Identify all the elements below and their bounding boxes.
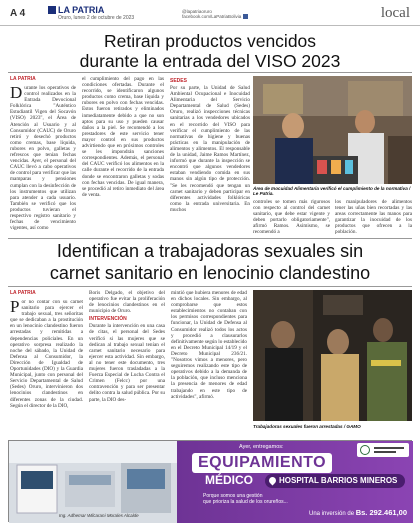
inspection-photo: [253, 76, 412, 184]
article2-photo-caption: Trabajadoras sexuales fueron arrestadas / GAMO: [253, 424, 361, 429]
article1-col5: los manipuladores de alimentos tener las uñas bien recortadas y las areas correctamente las manos para garantizar la inocuidad de los productos que ofrecen a la población.: [335, 199, 412, 236]
facebook-link: facebook.com/LaPatriaBolivia: [182, 14, 242, 19]
divider: [8, 238, 412, 239]
ad-title: EQUIPAMIENTO: [192, 453, 332, 473]
social-links: [182, 9, 248, 19]
article1-photo-caption: Área de Inocuidad Alimentaria verificó el cumplimiento de la normativa / Le Patria.: [253, 186, 411, 197]
page-number: A 4: [10, 8, 26, 19]
article2-col2: Boris Delgado, el objetivo del operativo fue evitar la proliferación de lenocinios clandestinos en el municipio de Oruro. INTERVENCIÓN Durante la intervención en una casa de citas, el personal del Sedes verificó si las mujeres que se dedican al trabajo sexual tenían el carnet sanitario necesario para ejercer esta actividad. Sin embargo, al no tener este documento, tres mujeres fueron trasladadas a la Fuerza Especial de Lucha Contra el Crimen (Felcc) por una contravención y para ser presentar delito contra la salud pública. Por su parte, la DIO des-: [89, 290, 165, 403]
ad-lead: Ayer, entregamos:: [239, 444, 284, 450]
page-header: [0, 0, 420, 26]
article1-subhead: SEDES: [170, 78, 187, 84]
divider: [8, 72, 412, 73]
article2-photo: [253, 290, 412, 421]
newspaper-logo: LA PATRIA: [48, 5, 104, 15]
ad-tagline-2: que prioriza la salud de los orureños...: [203, 499, 288, 505]
divider: [8, 286, 412, 287]
article1-photo: [253, 76, 412, 184]
article2-col1: LA PATRIA P or no contar con su carnet sanitario para ejercer el trabajo sexual, tres señoritas que se dedicaban a la prostitución en un lenocinio clandestino fueron arrestadas y remitidas a dependencias policiales. En un operativo sorpresa realizado la noche del sábado, la Unidad de Defensa al Consumidor, la Dirección de Igualdad de Oportunidades (DIO) y la Guardia Municipal, junto con personal del Servicio Departamental de Salud (Sedes) Oruro, intervinieron dos lenocinios clandestinos en diferentes zonas de la ciudad. Según el director de la DIO,: [10, 290, 83, 409]
facebook-icon: [243, 14, 248, 19]
twitter-handle: @lapatriaoruro: [182, 9, 212, 14]
municipal-logo: [357, 443, 409, 457]
article2-col3: mintió que hubiera menores de edad en dichos locales. Sin embargo, al comprobarse que estos establecimientos no contaban con los permisos correspondientes para funcionar, la Unidad de Defensa al Consumidor realizó todos los actos y procedió a clausurarlos definitivamente según lo establecido en el Decreto Municipal 14/19 y el Decreto Municipal 236/21. "Nosotros vimos a menores, pero seguiremos realizando este tipo de operativos debido a la demanda de la población, que incluso menciona la presencia de menores de edad trabajando en este tipo de actividades", afirmó.: [171, 290, 247, 400]
issue-date: Oruro, lunes 2 de octubre de 2023: [58, 15, 135, 21]
article1-byline: LA PATRIA: [10, 76, 36, 82]
article2-headline: Identifican a trabajadoras sexuales sin carnet sanitario en lenocinio clandestino: [49, 241, 371, 283]
investment-amount: Una inversión de Bs. 292.461,00: [309, 508, 407, 517]
article1-col4: controles se tomen más rigurosos con respecto al control del carnet sanitario, que debe estar vigente y deben portarlo obligatoriamente", afirmó Ramos. Asimismo, se recomendó a: [253, 199, 330, 236]
ad-tagline-1: Porque somos una gestión: [203, 493, 263, 499]
ad-subtitle: MÉDICO: [205, 473, 253, 487]
article2-byline: LA PATRIA: [10, 290, 36, 296]
drop-cap: D: [10, 83, 23, 102]
article2-subhead: INTERVENCIÓN: [89, 316, 127, 323]
section-title: local: [380, 5, 410, 21]
article1-col1: LA PATRIA D urante los operativos de control realizados en la Entrada Devocional Folklórica "Auténtico Estudiantil Vigen del Socavón (VISO) 2023", el Área de Atención al Usuario y al Consumidor (CAUC) de Oruro retiró y desechó productos como cremas, base líquida, rubores en polvo, galletas y refrescos que tenían fechas vencidas. Ayer, el personal del CAUC llevó a cabo operativos de control para verificar que las mamparas y pensiones cumplan con la desinfección de los instrumentos que utilizan para atender a cada usuario. También se verificó que los productos tuvieran el respectivo registro sanitario y fechas de vencimiento vigentes, así como: [10, 76, 76, 232]
drop-cap: P: [10, 297, 20, 316]
logo-icon: [48, 6, 56, 14]
article1-col2: el cumplimiento del pago en las condiciones ofertadas. Durante el recorrido, se identificaron algunos productos como crema, base líquida y rubores en polvo con fechas vencidas. Estos fueron retirados y eliminados inmediatamente debido a que no son aptos para su uso y pueden causar daños a la piel. Se recomendó a los prestadores de este servicio tener mayor control en sus productos advirtiendo que en próximos controles se les impondrán sanciones correspondientes. Además, el personal del CAUC verificó los alimentos en la calle durante el recorrido de la entrada donde se encontraron galletas y sodas con fechas vencidas. De igual manera, se procedió al retiro inmediato del área de venta.: [82, 76, 164, 198]
ad-photo-caption: Ing. Adhemar Wilcarani Morales Alcalde: [59, 513, 139, 518]
hospital-label: HOSPITAL BARRIOS MINEROS: [265, 474, 405, 488]
location-pin-icon: [268, 476, 278, 486]
article1-headline: Retiran productos vencidos durante la entrada del VISO 2023: [79, 31, 341, 71]
hospital-equipment-photo: [9, 441, 179, 523]
seal-icon: [360, 445, 370, 455]
operation-photo: [253, 290, 412, 421]
article1-col3: SEDES Por su parte, la Unidad de Salud Ambiental Ocupacional e Inocuidad Alimentaria del Servicio Departamental de Salud (Sedes) Oruro, realizó inspecciones técnicas sanitarias a los vendedores ubicados en el recorrido del VISO para verificar el cumplimiento de las normativas de higiene y buenas prácticas en la manipulación de alimentos y alimentos. El responsable de la unidad, Jaime Ramos Martínez, informó que durante la inspección se encontró que algunos vendedores estaban vendiendo comida en sus manos sin algún tipo de protección. "Se les recomendó que tengan un carnet sanitario y deben participar en diferentes actividades folklóricas como la entrada universitaria. En muchos: [170, 78, 250, 213]
advertisement[interactable]: [8, 440, 412, 522]
